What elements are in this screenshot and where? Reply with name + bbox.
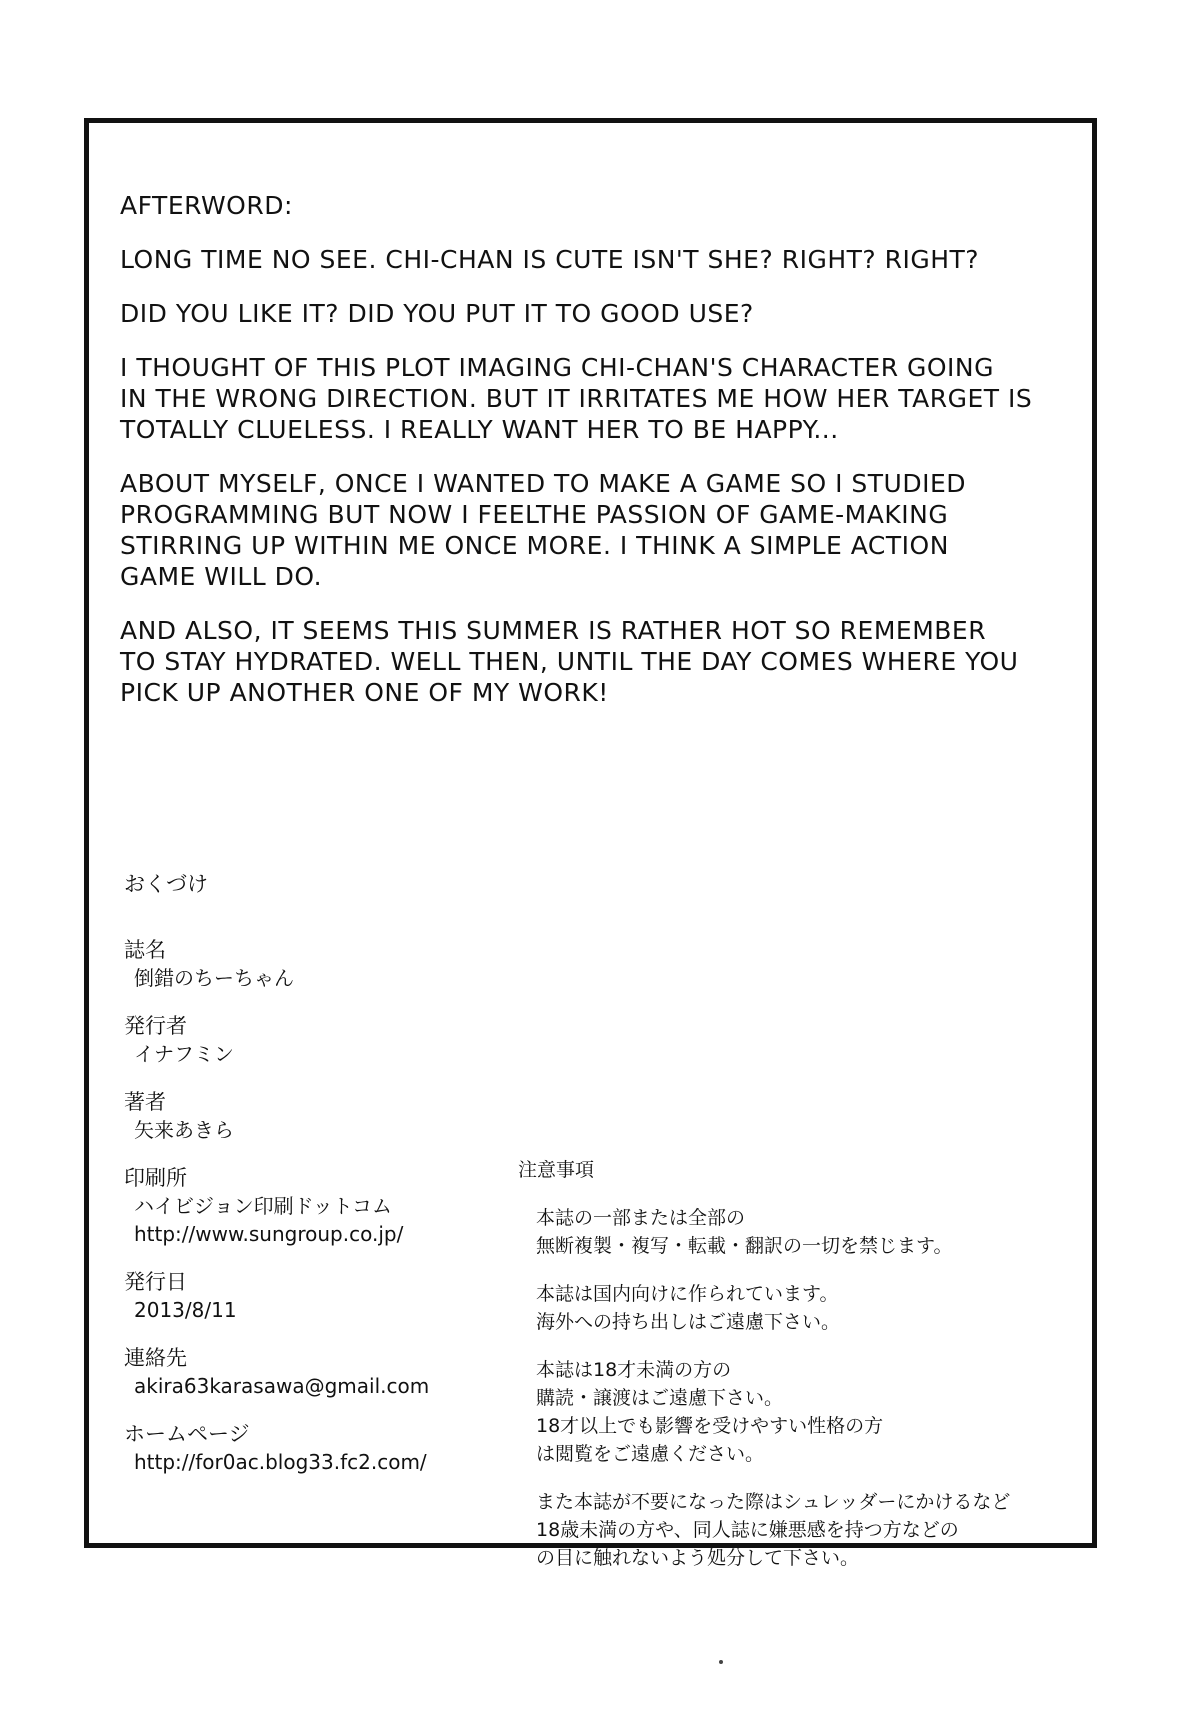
colophon-author-value: 矢来あきら [134, 1118, 234, 1142]
notes-section [518, 1155, 1098, 1592]
colophon-section [124, 868, 524, 1496]
afterword-title: AFTERWORD: [120, 191, 293, 220]
notes-item: また本誌が不要になった際はシュレッダーにかけるなど 18歳未満の方や、同人誌に嫌悪感を持つ方などの の目に触れないよう処分して下さい。 [536, 1491, 1011, 1569]
colophon-homepage-item [124, 1420, 524, 1476]
colophon-publisher-label: 発行者 [124, 1014, 187, 1038]
colophon-printer-url: http://www.sungroup.co.jp/ [134, 1222, 404, 1246]
colophon-contact-value: akira63karasawa@gmail.com [134, 1374, 430, 1398]
colophon-publisher-item [124, 1012, 524, 1068]
afterword-paragraph: ABOUT MYSELF, ONCE I WANTED TO MAKE A GAME SO I STUDIED PROGRAMMING BUT NOW I FEELTHE PASSION OF GAME-MAKING STIRRING UP WITHIN ME ONCE MORE. I THINK A SIMPLE ACTION GAME WILL DO. [120, 469, 966, 591]
afterword-paragraph: DID YOU LIKE IT? DID YOU PUT IT TO GOOD USE? [120, 299, 754, 328]
colophon-publisher-value: イナフミン [134, 1042, 234, 1066]
colophon-heading: おくづけ [124, 872, 208, 896]
page-speck [719, 1660, 723, 1664]
afterword-section [120, 190, 1080, 731]
colophon-date-label: 発行日 [124, 1270, 187, 1294]
colophon-contact-label: 連絡先 [124, 1346, 187, 1370]
colophon-printer-name: ハイビジョン印刷ドットコム [134, 1194, 392, 1218]
colophon-title-label: 誌名 [124, 938, 166, 962]
colophon-printer-item [124, 1164, 524, 1248]
colophon-date-item [124, 1268, 524, 1324]
notes-item: 本誌の一部または全部の 無断複製・複写・転載・翻訳の一切を禁じます。 [536, 1207, 953, 1257]
notes-item: 本誌は18才未満の方の 購読・譲渡はご遠慮下さい。 18才以上でも影響を受けやすい性格の方 は閲覧をご遠慮ください。 [536, 1359, 884, 1465]
colophon-contact-item [124, 1344, 524, 1400]
colophon-author-item [124, 1088, 524, 1144]
afterword-paragraph: LONG TIME NO SEE. CHI-CHAN IS CUTE ISN'T SHE? RIGHT? RIGHT? [120, 245, 980, 274]
colophon-title-value: 倒錯のちーちゃん [134, 966, 294, 990]
colophon-author-label: 著者 [124, 1090, 166, 1114]
colophon-title-item [124, 936, 524, 992]
afterword-paragraph: AND ALSO, IT SEEMS THIS SUMMER IS RATHER HOT SO REMEMBER TO STAY HYDRATED. WELL THEN, UNTIL THE DAY COMES WHERE YOU PICK UP ANOTHER ONE OF MY WORK! [120, 616, 1019, 707]
notes-item: 本誌は国内向けに作られています。 海外への持ち出しはご遠慮下さい。 [536, 1283, 841, 1333]
notes-title: 注意事項 [518, 1159, 595, 1181]
colophon-homepage-value: http://for0ac.blog33.fc2.com/ [134, 1450, 427, 1474]
colophon-homepage-label: ホームページ [124, 1422, 250, 1446]
afterword-paragraph: I THOUGHT OF THIS PLOT IMAGING CHI-CHAN'S CHARACTER GOING IN THE WRONG DIRECTION. BUT IT IRRITATES ME HOW HER TARGET IS TOTALLY CLUELESS. I REALLY WANT HER TO BE HAPPY... [120, 353, 1033, 444]
colophon-printer-label: 印刷所 [124, 1166, 187, 1190]
colophon-date-value: 2013/8/11 [134, 1298, 237, 1322]
